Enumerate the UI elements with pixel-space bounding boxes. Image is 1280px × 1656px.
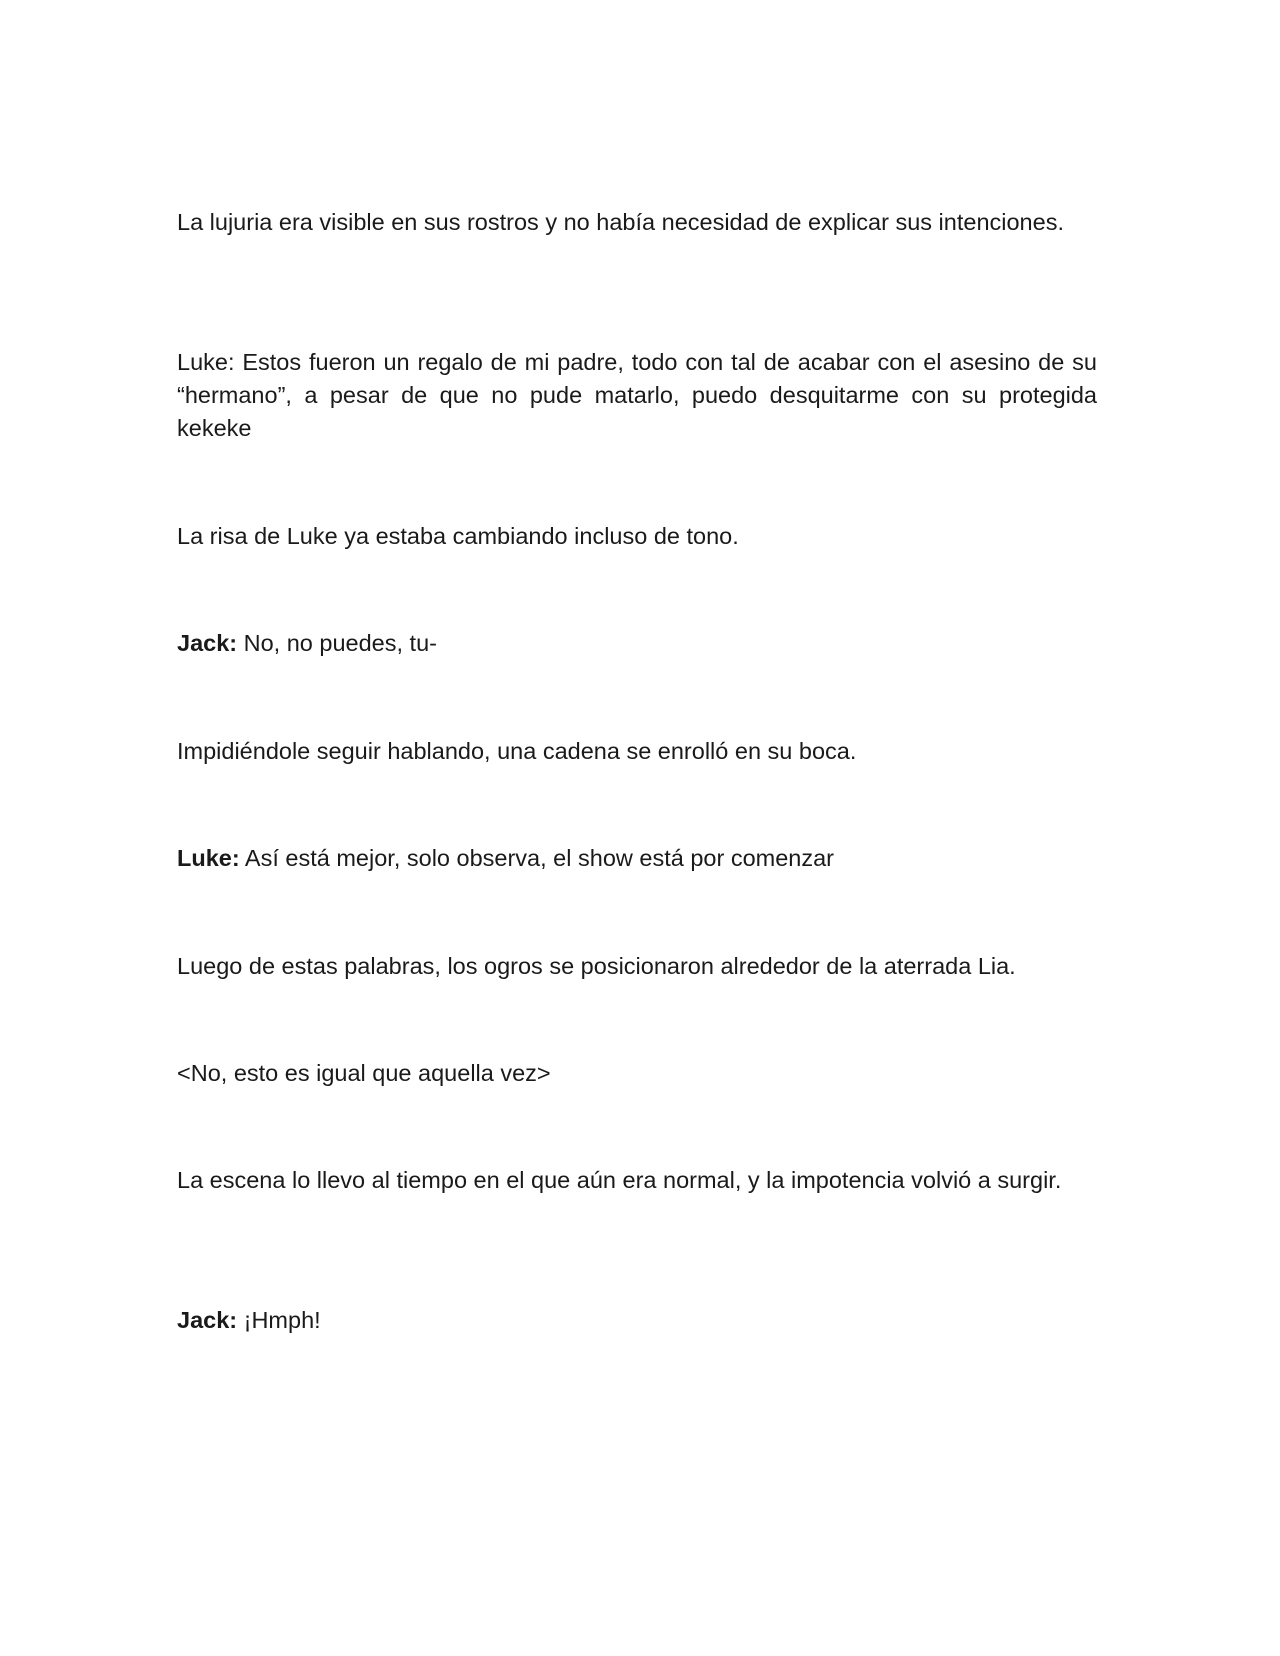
paragraph-text: La risa de Luke ya estaba cambiando incluso de tono. [177,523,739,549]
dialogue-luke-2 [177,842,1097,875]
paragraph-text: Luke: Estos fueron un regalo de mi padre, todo con tal de acabar con el asesino de su “hermano”, a pesar de que no pude matarlo, puedo desquitarme con su protegida kekeke [177,349,1097,441]
dialogue-text: No, no puedes, tu- [237,630,437,656]
paragraph-scene [177,1164,1097,1197]
dialogue-text: Así está mejor, solo observa, el show está por comenzar [239,845,835,871]
paragraph-text: La escena lo llevo al tiempo en el que aún era normal, y la impotencia volvió a surgir. [177,1167,1062,1193]
dialogue-jack-2 [177,1304,1097,1337]
paragraph-text: La lujuria era visible en sus rostros y no había necesidad de explicar sus intenciones. [177,209,1064,235]
dialogue-text: ¡Hmph! [237,1307,321,1333]
dialogue-jack-1 [177,627,1097,660]
speaker-name: Jack: [177,630,238,656]
paragraph-text: Luego de estas palabras, los ogros se posicionaron alrededor de la aterrada Lia. [177,953,1016,979]
speaker-name: Jack: [177,1307,238,1333]
paragraph-lust [177,206,1097,239]
paragraph-chain [177,735,1097,768]
paragraph-ogres [177,950,1097,983]
speaker-name: Luke: [177,845,240,871]
paragraph-luke-laugh [177,520,1097,553]
paragraph-thought [177,1057,1097,1090]
paragraph-luke-gift [177,346,1097,445]
paragraph-text: Impidiéndole seguir hablando, una cadena se enrolló en su boca. [177,738,857,764]
paragraph-text: <No, esto es igual que aquella vez> [177,1060,551,1086]
